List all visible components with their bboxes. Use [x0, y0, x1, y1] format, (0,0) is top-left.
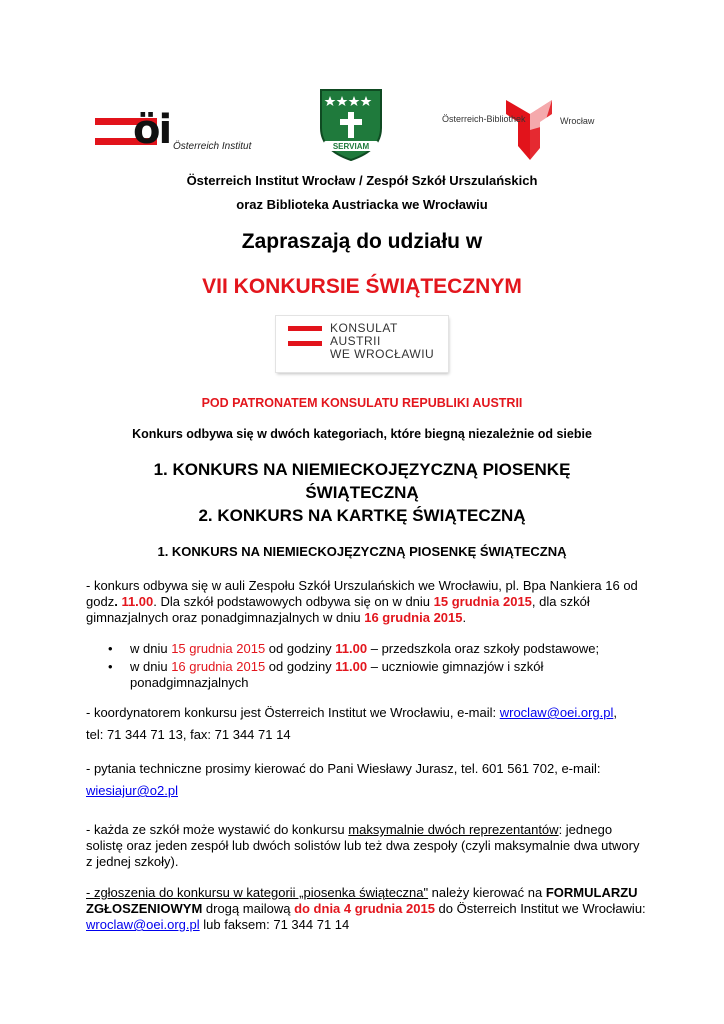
bullet-time: 11.00 [335, 659, 368, 674]
konsulat-line-2: AUSTRII [330, 334, 381, 348]
venue-text-e: . [462, 610, 467, 625]
apply-email-link[interactable]: wroclaw@oei.org.pl [86, 917, 200, 932]
technical-email-link[interactable]: wiesiajur@o2.pl [86, 783, 178, 798]
konsulat-bar-bottom [288, 341, 322, 346]
apply-deadline: do dnia 4 grudnia 2015 [294, 901, 435, 916]
venue-date-1: 15 grudnia 2015 [433, 594, 532, 609]
osterreich-institut-logo [95, 108, 265, 158]
logo-row [0, 0, 724, 170]
venue-date-2: 16 grudnia 2015 [364, 610, 463, 625]
bullet-date: 16 grudnia 2015 [171, 659, 266, 674]
oi-letters: öi [133, 107, 171, 153]
obib-name: Österreich-Bibliothek [442, 114, 526, 124]
apply-text-d: lub faksem: 71 344 71 14 [199, 917, 350, 932]
organizers-line-2: oraz Biblioteka Austriacka we Wrocławiu [236, 197, 488, 212]
category-2-line: 2. KONKURS NA KARTKĘ ŚWIĄTECZNĄ [198, 506, 526, 525]
venue-text-b: . [114, 594, 122, 609]
bullet-post: – uczniowie gimnazjów i szkół ponadgimnazjalnych [130, 659, 544, 690]
bullet-pre: w dniu [130, 659, 172, 674]
venue-paragraph [86, 578, 646, 626]
venue-text-d: , dla szkół gimnazjalnych oraz ponadgimnazjalnych w dniu [86, 594, 590, 625]
bullet-date: 15 grudnia 2015 [171, 641, 266, 656]
list-item [104, 659, 644, 691]
bullet-mid: od godziny [265, 641, 336, 656]
bullet-mid: od godziny [265, 659, 336, 674]
technical-email-row [86, 783, 646, 799]
category-1-line-a: 1. KONKURS NA NIEMIECKOJĘZYCZNĄ PIOSENKĘ [153, 460, 571, 479]
serviam-shield-icon [318, 88, 384, 162]
apply-text-a: należy kierować na [428, 885, 546, 900]
schedule-list [104, 641, 644, 693]
contest-title: VII KONKURSIE ŚWIĄTECZNYM [202, 275, 522, 298]
bullet-icon: • [108, 641, 113, 656]
patronage-line: POD PATRONATEM KONSULATU REPUBLIKI AUSTRII [201, 396, 523, 410]
coordinator-email-link[interactable]: wroclaw@oei.org.pl [499, 705, 614, 720]
konsulat-text [330, 322, 434, 361]
serviam-crest-logo [318, 88, 384, 162]
coordinator-paragraph [86, 705, 646, 721]
konsulat-austrii-logo [276, 316, 448, 372]
konsulat-bar-top [288, 326, 322, 331]
osterreich-bibliothek-logo [440, 96, 610, 162]
bullet-pre: w dniu [130, 641, 172, 656]
list-item [104, 641, 644, 657]
apply-category: - zgłoszenia do konkursu w kategorii „piosenka świąteczna" [86, 885, 429, 900]
bullet-time: 11.00 [335, 641, 368, 656]
invite-heading: Zapraszają do udziału w [241, 230, 483, 253]
coordinator-phone: tel: 71 344 71 13, fax: 71 344 71 14 [86, 727, 291, 742]
apply-text-c: do Österreich Institut we Wrocławiu: [434, 901, 646, 916]
apply-text-b: drogą mailową [202, 901, 295, 916]
coordinator-comma: , [613, 705, 617, 720]
bullet-post: – przedszkola oraz szkoły podstawowe; [367, 641, 600, 656]
serviam-label: SERVIAM [332, 142, 370, 151]
bullet-icon: • [108, 659, 113, 674]
reps-limit: maksymalnie dwóch reprezentantów [348, 822, 559, 837]
oi-name: Österreich Institut [173, 141, 252, 152]
reps-text-a: - każda ze szkół może wystawić do konkursu [86, 822, 349, 837]
obib-city: Wrocław [560, 116, 595, 126]
coordinator-text: - koordynatorem konkursu jest Österreich Institut we Wrocławiu, e-mail: [86, 705, 500, 720]
section-heading: 1. KONKURS NA NIEMIECKOJĘZYCZNĄ PIOSENKĘ ŚWIĄTECZNĄ [157, 544, 567, 559]
application-paragraph [86, 885, 646, 933]
obib-emblem-icon [504, 96, 554, 162]
reps-text-b: : jednego solistę oraz jeden zespół lub dwóch solistów lub też dwa zespoły (czyli maksymalnie dwa utwory z jednej szkoły). [86, 822, 640, 869]
venue-text-a: - konkurs odbywa się w auli Zespołu Szkół Urszulańskich we Wrocławiu, pl. Bpa Nankiera 16 od godz [86, 578, 638, 609]
konsulat-line-3: WE WROCŁAWIU [330, 347, 435, 361]
venue-text-c: . Dla szkół podstawowych odbywa się on w dniu [153, 594, 434, 609]
konsulat-line-1: KONSULAT [330, 321, 398, 335]
venue-time: 11.00 [121, 594, 154, 609]
categories-line: Konkurs odbywa się w dwóch kategoriach, które biegną niezależnie od siebie [132, 427, 592, 441]
representatives-paragraph [86, 822, 646, 870]
apply-form: FORMULARZU ZGŁOSZENIOWYM [86, 885, 638, 916]
technical-questions: - pytania techniczne prosimy kierować do Pani Wiesławy Jurasz, tel. 601 561 702, e-mail: [86, 761, 601, 776]
category-1-line-b: ŚWIĄTECZNĄ [305, 483, 419, 502]
organizers-line-1: Österreich Institut Wrocław / Zespół Szkół Urszulańskich [186, 173, 538, 188]
